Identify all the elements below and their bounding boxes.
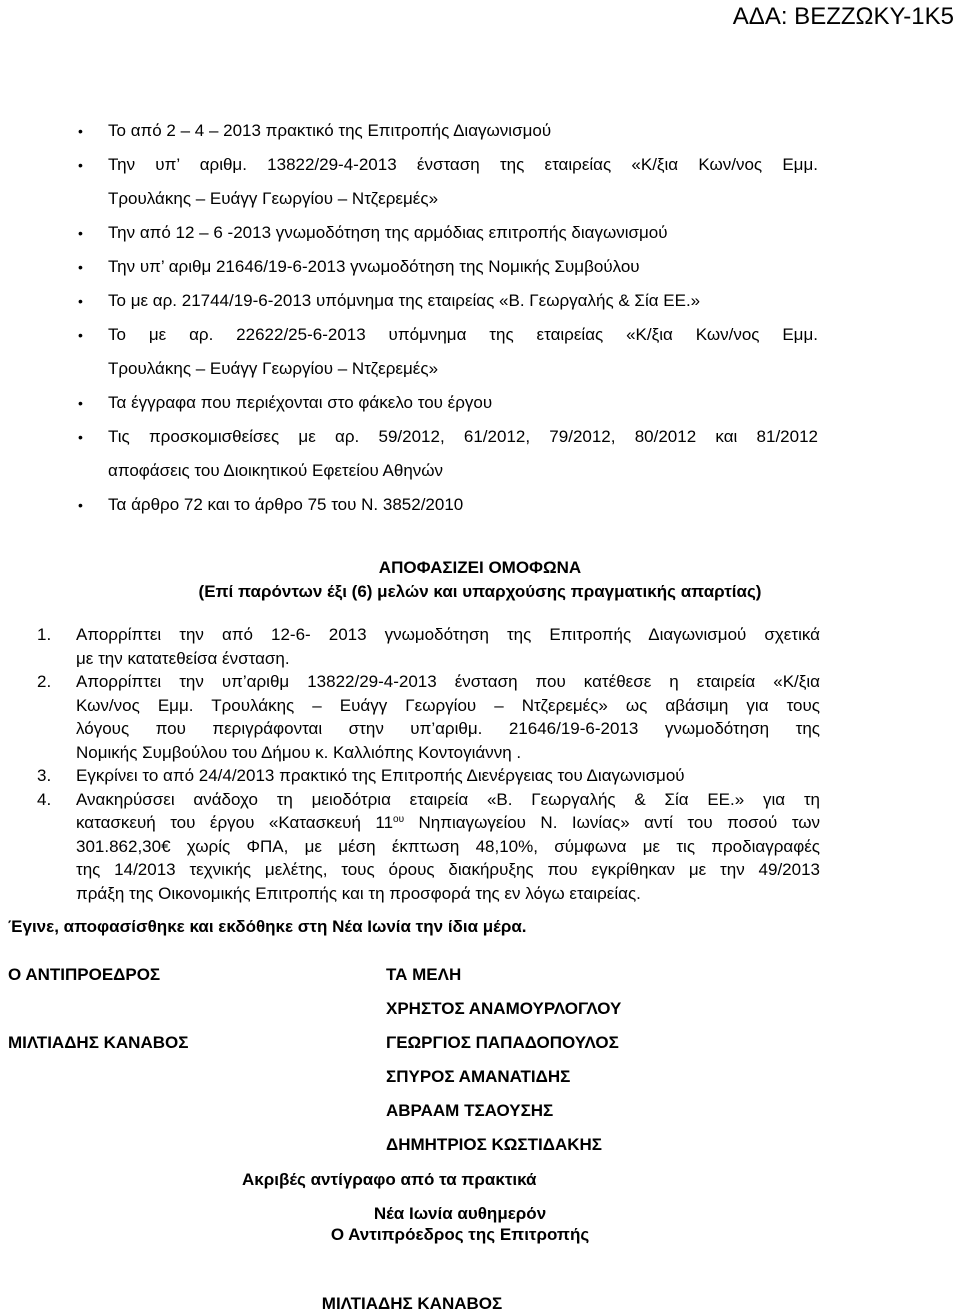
list-item: [108, 250, 818, 284]
ordinal-suffix: ου: [393, 814, 405, 825]
decision-number: 4.: [37, 789, 52, 809]
decision-subtitle: (Επί παρόντων έξι (6) μελών και υπαρχούσης πραγματικής απαρτίας): [198, 582, 762, 601]
list-item: [108, 216, 818, 250]
member-name: ΑΒΡΑΑΜ ΤΣΑΟΥΣΗΣ: [386, 1101, 554, 1120]
list-item-text: Το από 2 – 4 – 2013 πρακτικό της Επιτροπής Διαγωνισμού: [108, 121, 552, 140]
list-item-text: • Την υπ’ αριθμ. 13822/29-4-2013 ένσταση της εταιρείας «Κ/ξια Κων/νος Εμμ.: [108, 155, 818, 174]
decision-line: Κων/νος Εμμ. Τρουλάκης – Ευάγγ Γεωργίου – Ντζερεμές» ως αβάσιμη για τους: [76, 695, 820, 715]
decision-item: [37, 623, 820, 670]
list-item-text: Την από 12 – 6 -2013 γνωμοδότηση της αρμόδιας επιτροπής διαγωνισμού: [108, 223, 668, 242]
list-item-text: Τα άρθρο 72 και το άρθρο 75 του Ν. 3852/2010: [108, 495, 464, 514]
list-item: [108, 420, 818, 488]
list-item-text: • Το με αρ. 22622/25-6-2013 υπόμνημα της εταιρείας «Κ/ξια Κων/νος Εμμ.: [108, 325, 818, 344]
decision-item: [37, 788, 820, 906]
list-item: [108, 386, 818, 420]
member-name: ΔΗΜΗΤΡΙΟΣ ΚΩΣΤΙΔΑΚΗΣ: [386, 1135, 602, 1154]
list-item: [108, 318, 818, 386]
decision-line: Απορρίπτει την από 12-6- 2013 γνωμοδότηση της Επιτροπής Διαγωνισμού σχετικά: [76, 625, 820, 644]
decisions-list: [0, 623, 960, 905]
chair-title: Ο ΑΝΤΙΠΡΟΕΔΡΟΣ: [8, 965, 161, 984]
vice-chair-title: Ο Αντιπρόεδρος της Επιτροπής: [330, 1225, 590, 1244]
decision-item: [37, 764, 820, 788]
list-item-text: Το με αρ. 21744/19-6-2013 υπόμνημα της εταιρείας «Β. Γεωργαλής & Σία ΕΕ.»: [108, 291, 701, 310]
list-item: [108, 488, 818, 522]
ada-code: ΑΔΑ: ΒΕΖΖΩΚΥ-1Κ5: [732, 3, 954, 30]
members-title: ΤΑ ΜΕΛΗ: [386, 965, 462, 984]
decision-line: Εγκρίνει το από 24/4/2013 πρακτικό της Επιτροπής Διενέργειας του Διαγωνισμού: [76, 766, 685, 785]
decision-number: 2.: [37, 672, 52, 691]
decision-line: 301.862,30€ χωρίς ΦΠΑ, με μέση έκπτωση 48,10%, σύμφωνα με τις προδιαγραφές: [76, 836, 820, 856]
list-item-text: αποφάσεις του Διοικητικού Εφετείου Αθηνών: [108, 461, 444, 480]
list-item-text: Τρουλάκης – Ευάγγ Γεωργίου – Ντζερεμές»: [108, 359, 439, 378]
list-item-text: • Τις προσκομισθείσες με αρ. 59/2012, 61/2012, 79/2012, 80/2012 και 81/2012: [108, 427, 818, 446]
closing-statement: Έγινε, αποφασίσθηκε και εκδόθηκε στη Νέα Ιωνία την ίδια μέρα.: [8, 917, 527, 936]
list-item-text: Την υπ’ αριθμ 21646/19-6-2013 γνωμοδότηση της Νομικής Συμβούλου: [108, 257, 640, 276]
decision-text: Νηπιαγωγείου Ν. Ιωνίας» αντί του ποσού των: [404, 813, 820, 832]
decision-line: πράξη της Οικονομικής Επιτροπής και τη προσφορά της εν λόγω εταιρείας.: [76, 883, 641, 903]
city-today: Νέα Ιωνία αυθημερόν: [373, 1204, 547, 1223]
list-item: [108, 284, 818, 318]
member-name: ΧΡΗΣΤΟΣ ΑΝΑΜΟΥΡΛΟΓΛΟΥ: [386, 999, 622, 1018]
member-name: ΣΠΥΡΟΣ ΑΜΑΝΑΤΙΔΗΣ: [386, 1067, 571, 1086]
decision-title: ΑΠΟΦΑΣΙΖΕΙ ΟΜΟΦΩΝΑ: [378, 558, 582, 577]
decision-line: με την κατατεθείσα ένσταση.: [76, 648, 290, 668]
list-item: [108, 114, 818, 148]
decision-line: Νομικής Συμβούλου του Δήμου κ. Καλλιόπης Κοντογιάννη .: [76, 742, 522, 762]
decision-line: Απορρίπτει την υπ’αριθμ 13822/29-4-2013 ένσταση που κατέθεσε η εταιρεία «Κ/ξια: [76, 672, 820, 691]
copy-note: Ακριβές αντίγραφο από τα πρακτικά: [242, 1170, 537, 1189]
final-signature-name: ΜΙΛΤΙΑΔΗΣ ΚΑΝΑΒΟΣ: [321, 1294, 503, 1313]
list-item-text: Τα έγγραφα που περιέχονται στο φάκελο του έργου: [108, 393, 493, 412]
list-item-text: Τρουλάκης – Ευάγγ Γεωργίου – Ντζερεμές»: [108, 189, 439, 208]
chair-name: ΜΙΛΤΙΑΔΗΣ ΚΑΝΑΒΟΣ: [8, 1033, 189, 1052]
considerations-list: [0, 114, 960, 522]
decision-line: της 14/2013 τεχνικής μελέτης, τους όρους διακήρυξης που εγκρίθηκαν με την 49/2013: [76, 860, 820, 879]
decision-line: [76, 811, 820, 835]
decision-item: [37, 670, 820, 764]
decision-number: 1.: [37, 625, 52, 644]
decision-line: Ανακηρύσσει ανάδοχο τη μειοδότρια εταιρεία «Β. Γεωργαλής & Σία ΕΕ.» για τη: [76, 789, 820, 809]
member-name: ΓΕΩΡΓΙΟΣ ΠΑΠΑΔΟΠΟΥΛΟΣ: [386, 1033, 619, 1052]
list-item: [108, 148, 818, 216]
decision-text: κατασκευή του έργου «Κατασκευή 11: [76, 813, 394, 832]
decision-heading: [0, 556, 960, 604]
decision-number: 3.: [37, 766, 52, 785]
decision-line: λόγους που περιγράφονται στην υπ’αριθμ. 21646/19-6-2013 γνωμοδότηση της: [76, 719, 820, 738]
